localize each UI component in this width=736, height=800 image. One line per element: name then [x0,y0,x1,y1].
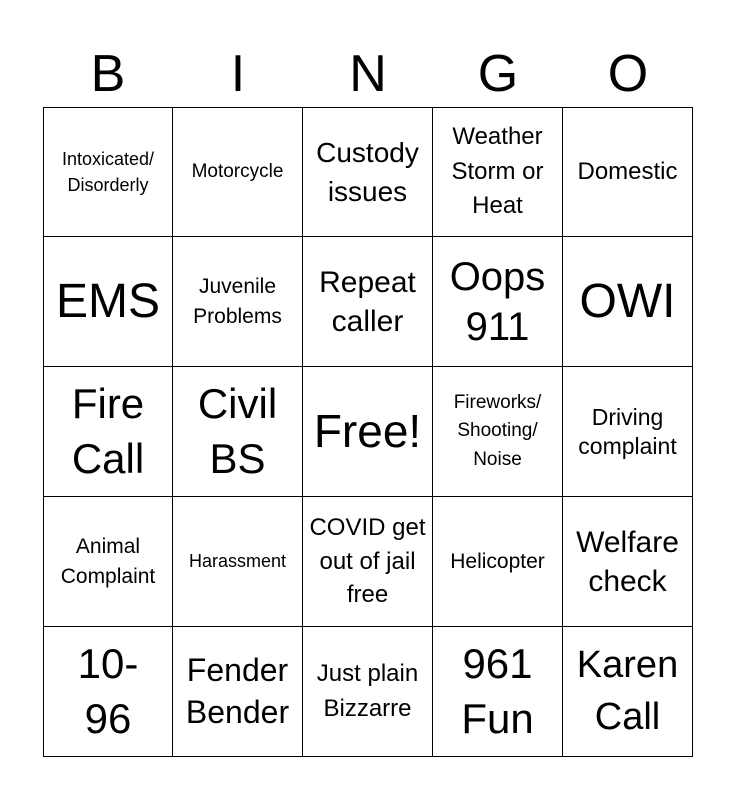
cell-label: Just plain Bizzarre [316,659,419,722]
cell-label: Custody issues [316,136,419,207]
cell-label: Harassment [188,551,287,572]
header-letter-i: I [230,45,246,103]
bingo-cell[interactable] [433,497,563,627]
cell-label: 10-96 [77,639,139,742]
cell-label: Weather Storm or Heat [451,122,544,220]
cell-label: Welfare check [576,525,679,598]
cell-label: Motorcycle [191,161,284,183]
bingo-cell[interactable] [563,107,693,237]
cell-label: Repeat caller [319,265,416,338]
bingo-cell[interactable] [563,367,693,497]
cell-label: OWI [579,274,676,328]
bingo-cell[interactable] [43,237,173,367]
header-letter-n: N [349,45,387,103]
header-letter-b: B [90,45,126,103]
cell-label: Oops 911 [449,254,546,349]
cell-label: Driving complaint [578,403,677,459]
cell-label: Civil BS [197,379,278,482]
cell-label: Juvenile Problems [193,275,282,328]
bingo-cell[interactable] [43,107,173,237]
bingo-cell[interactable] [303,367,433,497]
bingo-cell[interactable] [433,237,563,367]
cell-label: Intoxicated/ Disorderly [61,148,155,195]
cell-label: Fireworks/ Shooting/ Noise [453,391,542,470]
bingo-cell[interactable] [433,367,563,497]
bingo-cell[interactable] [43,627,173,757]
cell-label: COVID get out of jail free [309,514,426,609]
bingo-cell[interactable] [173,107,303,237]
cell-label: 961 Fun [461,639,534,742]
bingo-cell[interactable] [563,497,693,627]
cell-label: Animal Complaint [60,535,156,588]
header-letter-o: O [607,45,649,103]
bingo-cell[interactable] [433,107,563,237]
cell-label: Helicopter [450,549,545,573]
header-letter-g: G [477,45,519,103]
bingo-cell[interactable] [563,237,693,367]
cell-label: Fire Call [71,379,145,482]
bingo-cell[interactable] [43,367,173,497]
bingo-header [43,40,693,108]
bingo-cell[interactable] [303,107,433,237]
bingo-cell[interactable] [303,237,433,367]
bingo-cell[interactable] [303,627,433,757]
bingo-cell[interactable] [173,237,303,367]
cell-label: Free! [313,404,422,457]
bingo-cell[interactable] [43,497,173,627]
cell-label: EMS [55,274,160,328]
cell-label: Domestic [577,157,678,185]
bingo-board [43,107,693,757]
bingo-cell[interactable] [173,497,303,627]
bingo-cell[interactable] [173,627,303,757]
cell-label: Karen Call [576,644,679,738]
bingo-cell[interactable] [303,497,433,627]
cell-label: Fender Bender [185,651,290,730]
bingo-cell[interactable] [433,627,563,757]
bingo-cell[interactable] [563,627,693,757]
bingo-cell[interactable] [173,367,303,497]
